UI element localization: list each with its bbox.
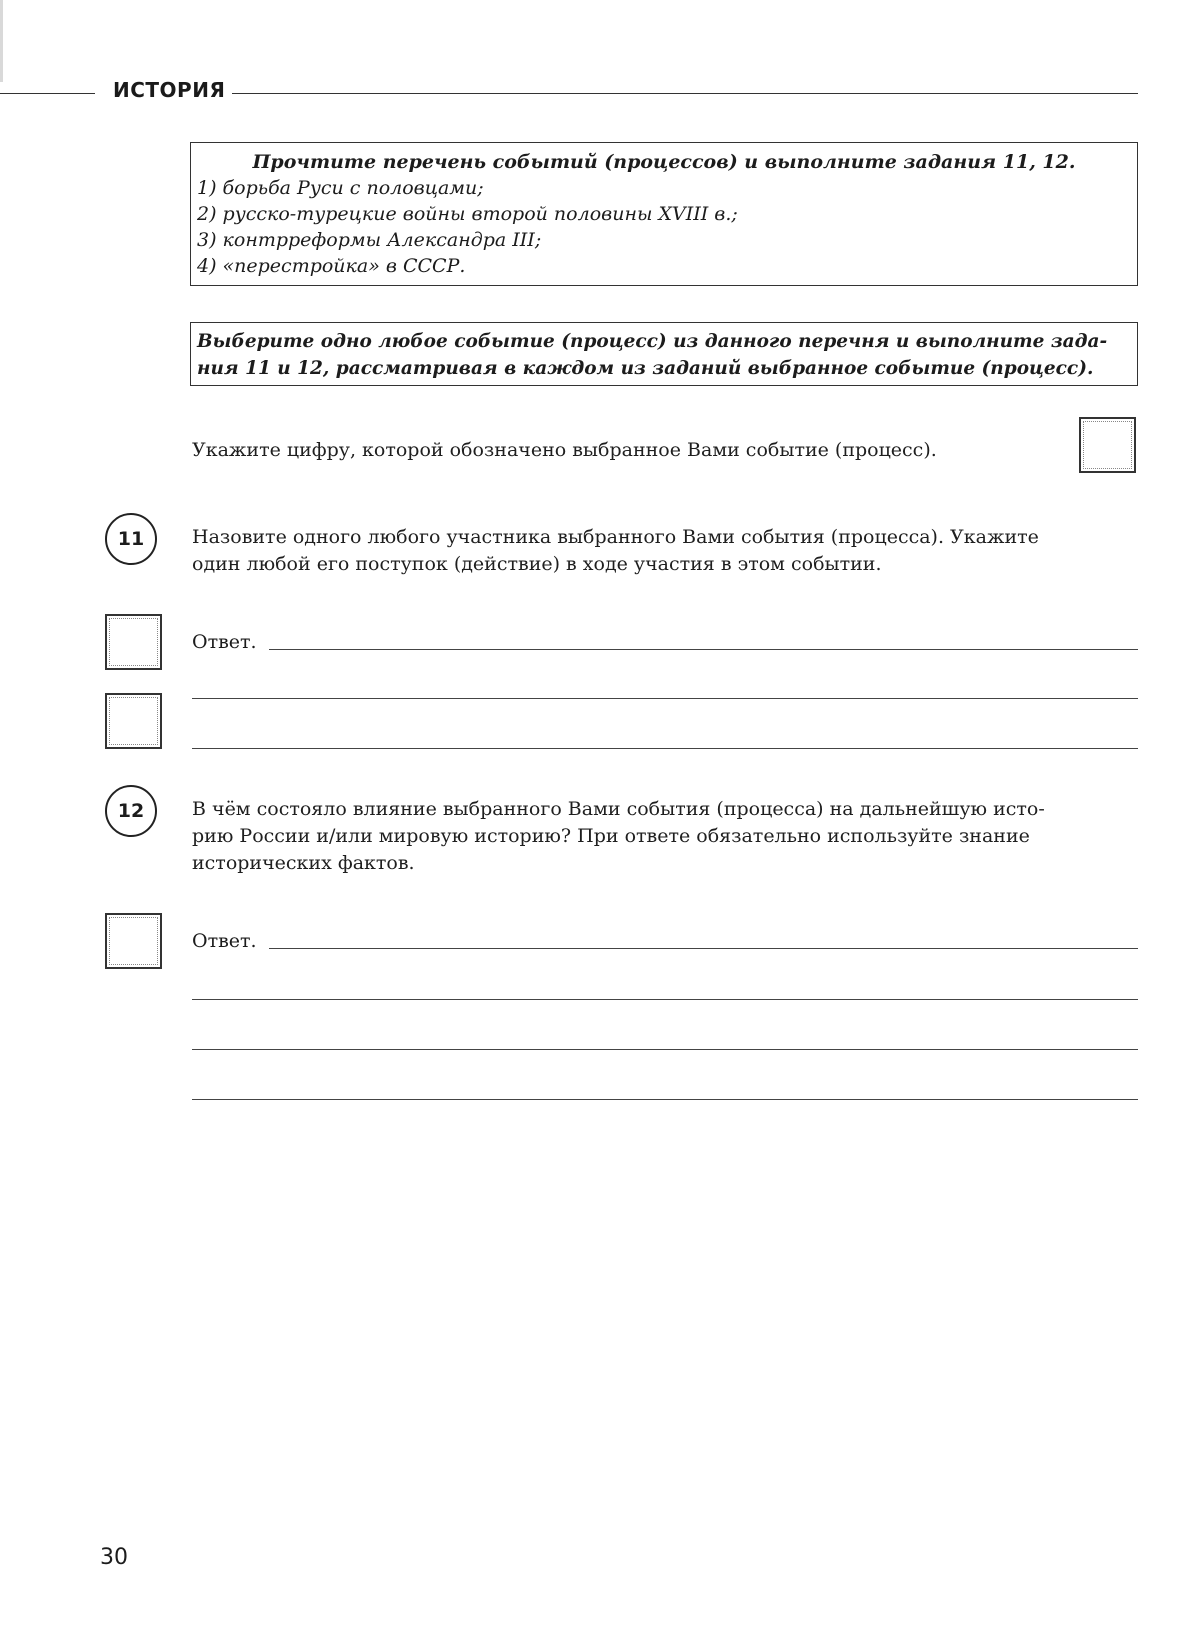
page-header-title: ИСТОРИЯ — [113, 78, 226, 102]
event-item-4: 4) «перестройка» в СССР. — [197, 255, 466, 277]
task-12-line-3: исторических фактов. — [192, 852, 415, 874]
choice-answer-box[interactable] — [1079, 417, 1136, 473]
page-number: 30 — [100, 1545, 128, 1570]
task-11-question — [192, 524, 1138, 578]
event-item-3: 3) контрреформы Александра III; — [197, 229, 542, 251]
task-11-line-1: Назовите одного любого участника выбранного Вами события (процесса). Укажите — [192, 526, 1039, 548]
task-12-answer-line-1[interactable] — [269, 948, 1138, 949]
event-item-1: 1) борьба Руси с половцами; — [197, 177, 484, 199]
task-12-answer-label: Ответ. — [192, 930, 257, 952]
instruction-text — [197, 328, 1129, 382]
task-11-score-box-2[interactable] — [105, 693, 162, 749]
event-item-2: 2) русско-турецкие войны второй половины XVIII в.; — [197, 203, 738, 225]
task-12-line-2: рию России и/или мировую историю? При ответе обязательно используйте знание — [192, 825, 1030, 847]
task-12-answer-line-4[interactable] — [192, 1099, 1138, 1100]
task-12-question — [192, 796, 1138, 877]
events-list-box — [190, 142, 1138, 286]
choice-prompt: Укажите цифру, которой обозначено выбранное Вами событие (процесс). — [192, 439, 937, 461]
task-12-answer-line-3[interactable] — [192, 1049, 1138, 1050]
task-11-line-2: один любой его поступок (действие) в ходе участия в этом событии. — [192, 553, 882, 575]
task-12-answer-line-2[interactable] — [192, 999, 1138, 1000]
instruction-box — [190, 322, 1138, 386]
task-11-answer-line-2[interactable] — [192, 698, 1138, 699]
task-12-line-1: В чём состояло влияние выбранного Вами события (процесса) на дальнейшую исто- — [192, 798, 1045, 820]
task-11-answer-line-1[interactable] — [269, 649, 1138, 650]
instruction-line-1: Выберите одно любое событие (процесс) из данного перечня и выполните зада- — [197, 331, 1108, 352]
task-12-number: 12 — [105, 785, 157, 837]
task-12-score-box[interactable] — [105, 913, 162, 969]
instruction-line-2: ния 11 и 12, рассматривая в каждом из заданий выбранное событие (процесс). — [197, 358, 1094, 379]
header-rule-right — [232, 93, 1138, 94]
task-11-score-box-1[interactable] — [105, 614, 162, 670]
task-11-answer-label: Ответ. — [192, 631, 257, 653]
header-rule-left — [0, 93, 95, 94]
scan-margin-edge — [0, 0, 3, 82]
task-11-answer-line-3[interactable] — [192, 748, 1138, 749]
task-11-number: 11 — [105, 513, 157, 565]
events-list-title: Прочтите перечень событий (процессов) и выполните задания 11, 12. — [252, 151, 1076, 173]
